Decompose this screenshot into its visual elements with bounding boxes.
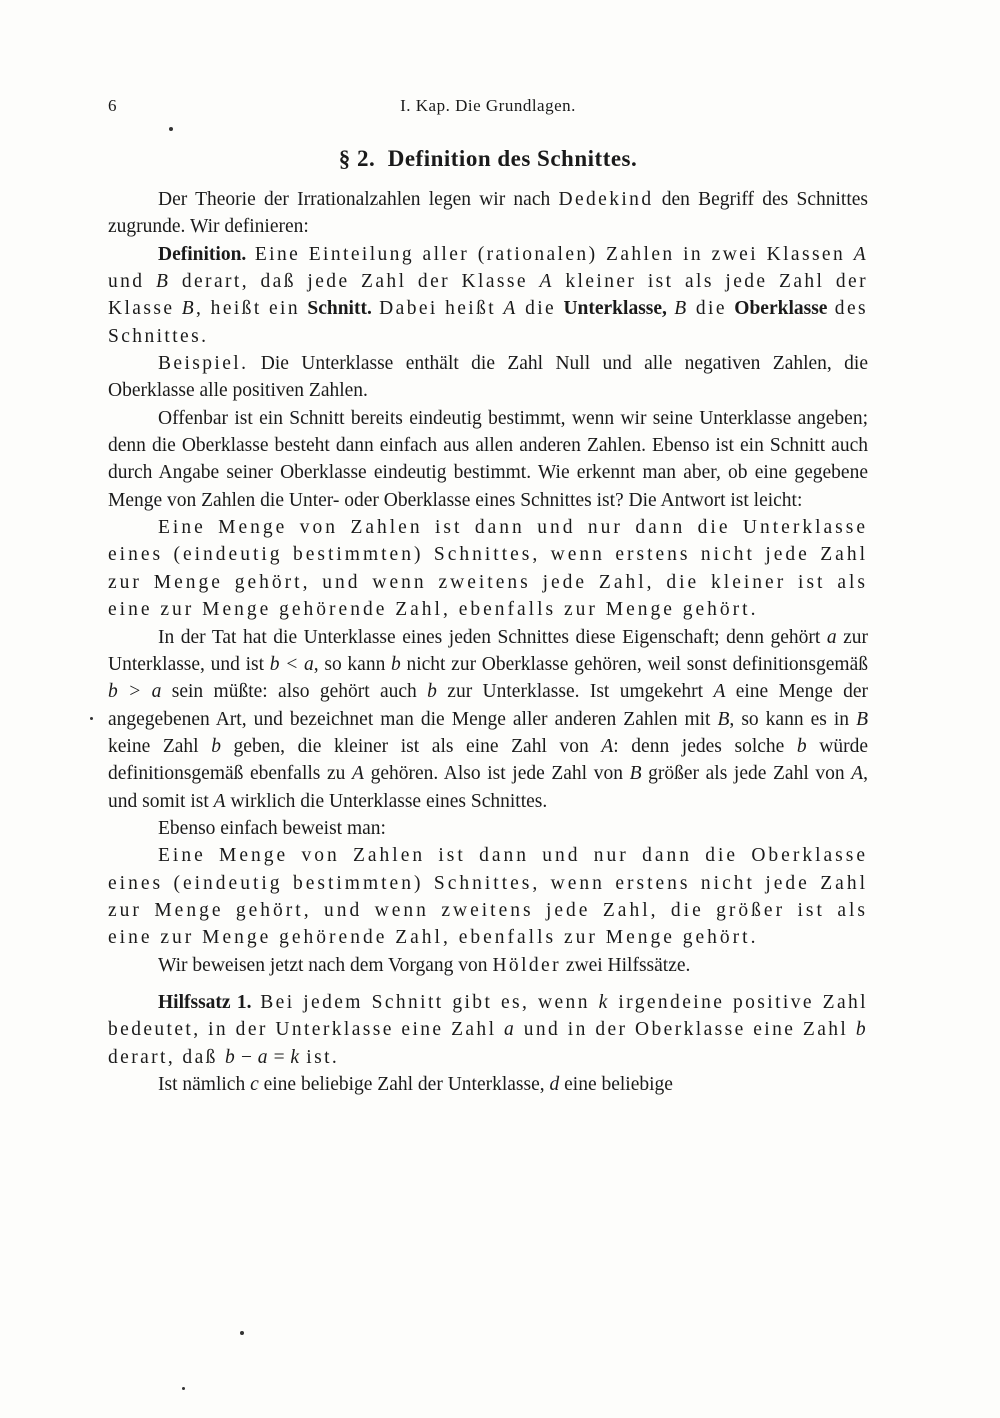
text-run: zur Unterklasse. Ist umgekehrt: [436, 681, 714, 703]
proof-start-paragraph: [108, 1071, 868, 1098]
theorem-oberklasse: Eine Menge von Zahlen ist dann und nur dann die Oberklasse eines (eindeutig bestimmten) Schnittes, wenn erstens nicht jede Zahl zur Menge gehört, und wenn zweitens jede Zahl, die größer ist als eine zur Menge gehörende Zahl, ebenfalls zur Menge gehört.: [108, 845, 868, 949]
text-run: gehören. Also ist jede Zahl von: [363, 763, 630, 785]
math-var: a: [826, 626, 837, 648]
hoelder-paragraph: [108, 952, 868, 979]
text-run: Wir beweisen jetzt nach dem Vorgang von: [158, 954, 493, 976]
scan-speck: [90, 717, 93, 720]
text-run: Dabei heißt: [371, 298, 504, 320]
text-run: , so kann: [313, 653, 392, 675]
text-run: zur Unterklasse, und ist: [108, 626, 868, 675]
scan-speck: [182, 1387, 185, 1390]
body-text: [108, 186, 868, 1098]
math-var: A: [503, 298, 518, 320]
example-label: Beispiel.: [158, 353, 249, 375]
text-run: eine beliebige Zahl der Unterklasse,: [258, 1074, 550, 1095]
math-expression: b < a: [269, 653, 314, 675]
math-var: B: [629, 763, 642, 785]
page-number: 6: [108, 96, 117, 115]
text-run: , und somit ist: [108, 763, 869, 812]
proof-paragraph: [108, 624, 868, 815]
text-run: größer als jede Zahl von: [641, 763, 852, 785]
text-run: : denn jedes solche: [613, 735, 797, 757]
text-run: , heißt ein: [196, 298, 308, 320]
term-schnitt: Schnitt.: [307, 298, 372, 320]
term-oberklasse: Oberklasse: [734, 298, 828, 320]
math-var: B: [856, 708, 869, 730]
definition-paragraph: [108, 241, 868, 350]
math-var: B: [181, 298, 197, 320]
math-var: A: [539, 271, 554, 293]
math-var: A: [853, 243, 868, 265]
text-run: nicht zur Oberklasse gehören, weil sonst definitionsgemäß: [400, 653, 868, 675]
paragraph-unterklasse: Offenbar ist ein Schnitt bereits eindeutig bestimmt, wenn wir seine Unterklasse angeben; denn die Oberklasse besteht dann einfach aus allen anderen Zahlen. Ebenso ist ein Schnitt auch durch Angabe seiner Oberklasse eindeutig bestimmt. Wie erkennt man aber, ob eine gegebene Menge von Zahlen die Unter- oder Oberklasse eines Schnittes ist? Die Antwort ist leicht:: [108, 407, 868, 511]
lemma-paragraph: [108, 989, 868, 1071]
text-run: den Begriff des Schnittes zugrunde. Wir definieren:: [108, 189, 868, 238]
math-var: b: [391, 653, 401, 675]
text-run: , so kann es in: [729, 708, 857, 730]
example-paragraph: [108, 350, 868, 405]
section-heading: [108, 146, 868, 172]
theorem-unterklasse: Eine Menge von Zahlen ist dann und nur dann die Unterklasse eines (eindeutig bestimmten) Schnittes, wenn erstens nicht jede Zahl zur Menge gehört, und wenn zweitens jede Zahl, die kleiner ist als eine zur Menge gehörende Zahl, ebenfalls zur Menge gehört.: [108, 517, 868, 621]
text-run: würde definitionsgemäß ebenfalls zu: [108, 735, 868, 785]
math-var: k: [598, 991, 610, 1013]
text-run: Der Theorie der Irrationalzahlen legen wir nach: [158, 189, 559, 210]
text-run: derart, daß: [108, 1046, 226, 1068]
math-var: c: [250, 1074, 259, 1095]
math-var: B: [717, 708, 730, 730]
text-run: geben, die kleiner ist als eine Zahl von: [220, 735, 602, 757]
author-name-hoelder: Hölder: [492, 954, 561, 976]
intro-paragraph: [108, 186, 868, 241]
spacer: [108, 979, 868, 989]
math-var: b: [211, 735, 221, 757]
math-var: A: [851, 763, 864, 785]
text-run: des Schnittes.: [108, 298, 868, 347]
text-run: und in der Oberklasse eine Zahl: [516, 1019, 856, 1041]
text-run: kleiner ist als jede Zahl der Klasse: [108, 271, 868, 320]
section-number: § 2.: [338, 146, 376, 171]
text-run: und: [108, 271, 156, 293]
text-run: Ist nämlich: [158, 1074, 251, 1095]
math-var: b: [855, 1019, 868, 1041]
text-run: Bei jedem Schnitt gibt es, wenn: [251, 991, 599, 1013]
text-run: die: [688, 298, 735, 320]
math-var: B: [156, 271, 171, 293]
text-run: zwei Hilfssätze.: [561, 954, 691, 976]
text-run: sein müßte: also gehört auch: [161, 681, 428, 703]
scan-speck: [240, 1331, 244, 1335]
section-title: Definition des Schnittes.: [387, 146, 638, 171]
math-var: b: [427, 681, 437, 703]
text-run: derart, daß jede Zahl der Klasse: [170, 271, 540, 293]
text-run: keine Zahl: [108, 735, 212, 757]
transition-paragraph: Ebenso einfach beweist man:: [158, 817, 386, 839]
text-run: eine Menge der angegebenen Art, und bezeichnet man die Menge aller anderen Zahlen mit: [108, 681, 868, 730]
math-expression: b − a = k: [225, 1046, 300, 1068]
text-run: irgendeine positive Zahl bedeutet, in der Unterklasse eine Zahl: [108, 991, 868, 1041]
math-var: A: [713, 681, 726, 703]
definition-label: Definition.: [158, 243, 247, 265]
text-run: ist.: [299, 1046, 340, 1068]
math-var: A: [601, 735, 614, 757]
text-run: Eine Einteilung aller (rationalen) Zahlen in zwei Klassen: [246, 243, 854, 265]
term-unterklasse: Unterklasse,: [563, 298, 667, 320]
text-run: die: [517, 298, 564, 320]
math-var: d: [549, 1074, 560, 1095]
math-var: a: [504, 1019, 517, 1041]
text-run: In der Tat hat die Unterklasse eines jeden Schnittes diese Eigenschaft; denn gehört: [158, 626, 827, 648]
scan-speck: [169, 127, 173, 131]
text-run: wirklich die Unterklasse eines Schnittes.: [225, 790, 548, 812]
lemma-label: Hilfssatz 1.: [158, 991, 252, 1013]
author-name-dedekind: Dedekind: [558, 189, 654, 210]
math-var: b: [796, 735, 807, 757]
math-var: A: [352, 763, 364, 785]
text-run: eine beliebige: [559, 1074, 673, 1095]
math-expression: b > a: [108, 681, 162, 703]
running-title: I. Kap. Die Grundlagen.: [400, 96, 576, 115]
running-header: [108, 96, 868, 120]
math-var: A: [213, 790, 226, 812]
math-var: B: [674, 298, 689, 320]
text-run: Die Unterklasse enthält die Zahl Null und alle negativen Zahlen, die Oberklasse alle positiven Zahlen.: [108, 353, 868, 402]
